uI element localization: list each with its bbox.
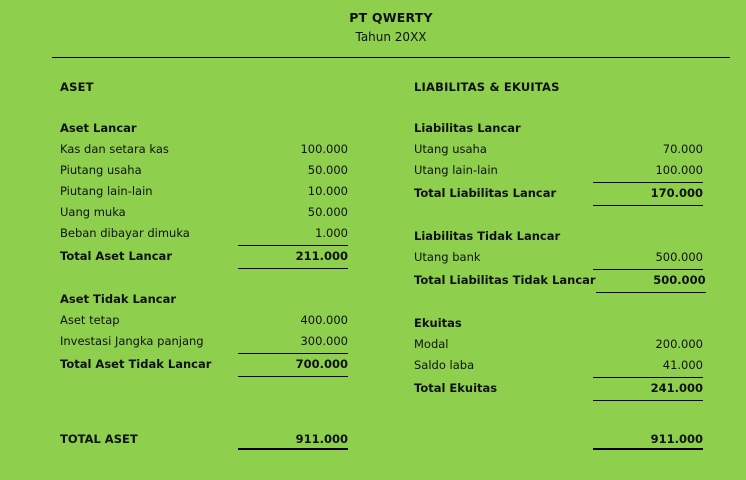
line-item-label: Aset tetap (60, 313, 120, 327)
line-item-value: 200.000 (655, 337, 703, 351)
line-item-label: Saldo laba (414, 358, 475, 372)
line-item-value: 50.000 (307, 163, 348, 177)
subtotal-value: 241.000 (593, 378, 703, 401)
subtotal-label: Total Ekuitas (414, 381, 498, 395)
table-row (414, 355, 703, 378)
line-item-value: 41.000 (593, 355, 703, 378)
line-item-label: Kas dan setara kas (60, 142, 169, 156)
header-divider (52, 57, 730, 58)
noncurrent-liabilities-group-label: Liabilitas Tidak Lancar (414, 229, 561, 243)
line-item-label: Utang usaha (414, 142, 487, 156)
current-liabilities-group-label: Liabilitas Lancar (414, 121, 521, 135)
table-row (60, 223, 348, 246)
table-row (60, 139, 348, 160)
line-item-label: Utang lain-lain (414, 163, 498, 177)
table-row (414, 160, 703, 183)
company-name: PT QWERTY (349, 10, 433, 25)
current-assets-group-label: Aset Lancar (60, 121, 137, 135)
line-item-value: 100.000 (300, 142, 348, 156)
line-item-label: Beban dibayar dimuka (60, 226, 190, 240)
spacer (60, 96, 348, 118)
total-assets-value: 911.000 (238, 432, 348, 450)
subtotal-row (60, 354, 348, 377)
total-liabilities-equity-value: 911.000 (593, 432, 703, 450)
assets-heading: ASET (60, 80, 94, 94)
line-item-value: 500.000 (593, 247, 703, 270)
table-row (60, 202, 348, 223)
liabilities-equity-heading: LIABILITAS & EKUITAS (414, 80, 560, 94)
subtotal-value: 211.000 (238, 246, 348, 269)
line-item-value: 70.000 (662, 142, 703, 156)
table-row (60, 331, 348, 354)
spacer (60, 269, 348, 289)
subtotal-row (414, 378, 703, 401)
table-row (60, 160, 348, 181)
spacer (414, 293, 703, 313)
subtotal-label: Total Aset Tidak Lancar (60, 357, 212, 371)
line-item-value: 10.000 (307, 184, 348, 198)
spacer (414, 96, 703, 118)
liabilities-equity-column (414, 78, 706, 401)
table-row (414, 139, 703, 160)
document-title-block (52, 8, 730, 47)
total-liabilities-equity-row (414, 432, 703, 450)
line-item-value: 50.000 (307, 205, 348, 219)
report-period: Tahun 20XX (355, 30, 427, 44)
noncurrent-assets-group-label: Aset Tidak Lancar (60, 292, 176, 306)
line-item-label: Uang muka (60, 205, 126, 219)
table-row (60, 181, 348, 202)
subtotal-label: Total Aset Lancar (60, 249, 172, 263)
subtotal-row (60, 246, 348, 269)
total-assets-label: TOTAL ASET (60, 432, 138, 446)
subtotal-row (414, 183, 703, 206)
subtotal-value: 170.000 (593, 183, 703, 206)
line-item-value: 1.000 (238, 223, 348, 246)
line-item-value: 100.000 (593, 160, 703, 183)
line-item-value: 300.000 (238, 331, 348, 354)
table-row (60, 310, 348, 331)
table-row (414, 247, 703, 270)
subtotal-row (414, 270, 706, 293)
line-item-label: Investasi Jangka panjang (60, 334, 204, 348)
line-item-value: 400.000 (300, 313, 348, 327)
equity-group-label: Ekuitas (414, 316, 462, 330)
line-item-label: Utang bank (414, 250, 481, 264)
subtotal-label: Total Liabilitas Lancar (414, 186, 557, 200)
line-item-label: Piutang lain-lain (60, 184, 153, 198)
assets-column (60, 78, 348, 377)
line-item-label: Piutang usaha (60, 163, 142, 177)
total-assets-row (60, 432, 348, 450)
table-row (414, 334, 703, 355)
subtotal-label: Total Liabilitas Tidak Lancar (414, 273, 596, 287)
spacer (414, 206, 703, 226)
subtotal-value: 500.000 (596, 270, 706, 293)
subtotal-value: 700.000 (238, 354, 348, 377)
line-item-label: Modal (414, 337, 449, 351)
